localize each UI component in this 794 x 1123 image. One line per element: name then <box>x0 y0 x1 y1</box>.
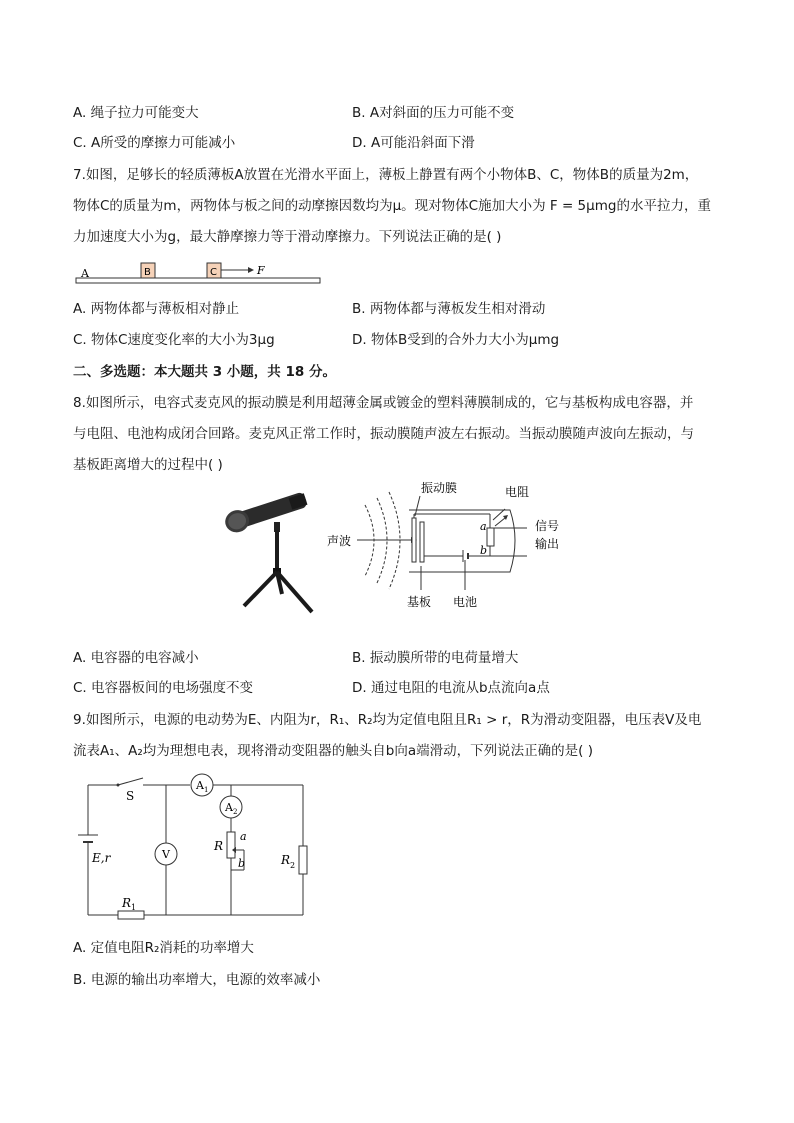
svg-text:2: 2 <box>290 861 296 870</box>
svg-text:1: 1 <box>204 786 209 794</box>
svg-text:E,r: E,r <box>92 851 111 865</box>
q7-plate-label: A <box>81 267 89 280</box>
q6-option-c: C. A所受的摩擦力可能减小 <box>73 135 236 151</box>
svg-text:R: R <box>281 853 291 867</box>
svg-text:2: 2 <box>233 808 238 816</box>
q9-stem-line1: 9.如图所示，电源的电动势为E、内阻为r，R₁、R₂均为定值电阻且R₁ > r，R为滑动变阻器，电压表V及电 <box>73 712 702 728</box>
label-battery: 电池 <box>453 595 478 609</box>
label-base-plate: 基板 <box>407 595 432 609</box>
q8-stem-line3: 基板距离增大的过程中( ) <box>73 457 223 473</box>
label-a: a <box>480 520 487 533</box>
q8-stem-line2: 与电阻、电池构成闭合回路。麦克风正常工作时，振动膜随声波左右振动。当振动膜随声波向左振动，与 <box>73 426 694 442</box>
q6-option-d: D. A可能沿斜面下滑 <box>352 135 475 151</box>
q7-plate <box>76 278 320 283</box>
resistor <box>487 528 494 546</box>
q8-option-c: C. 电容器板间的电场强度不变 <box>73 680 254 696</box>
q7-stem-line3: 力加速度大小为g，最大静摩擦力等于滑动摩擦力。下列说法正确的是( ) <box>73 229 502 245</box>
membrane <box>412 518 416 562</box>
base-plate <box>420 522 424 562</box>
label-b: b <box>480 544 488 557</box>
q9-option-a: A. 定值电阻R₂消耗的功率增大 <box>73 940 254 956</box>
q7-block-b-label: B <box>144 267 151 278</box>
q7-block-c-label: C <box>210 267 217 278</box>
q7-figure <box>73 258 333 288</box>
q8-option-b: B. 振动膜所带的电荷量增大 <box>352 650 519 666</box>
q7-option-d: D. 物体B受到的合外力大小为μmg <box>352 332 560 348</box>
label-sound-wave: 声波 <box>327 534 352 548</box>
label-signal-2: 输出 <box>535 537 560 551</box>
svg-text:R: R <box>122 896 132 910</box>
section-heading-multiple-choice: 二、多选题：本大题共 3 小题，共 18 分。 <box>73 364 336 380</box>
q7-option-b: B. 两物体都与薄板发生相对滑动 <box>352 301 546 317</box>
q7-force-label: F <box>257 264 265 277</box>
svg-text:A: A <box>196 779 204 792</box>
q8-circuit-diagram <box>325 478 585 613</box>
svg-text:R: R <box>214 839 224 853</box>
q7-option-c: C. 物体C速度变化率的大小为3μg <box>73 332 275 348</box>
label-resistor: 电阻 <box>505 485 530 499</box>
q7-option-a: A. 两物体都与薄板相对静止 <box>73 301 240 317</box>
q8-option-a: A. 电容器的电容减小 <box>73 650 199 666</box>
q6-option-a: A. 绳子拉力可能变大 <box>73 105 199 121</box>
q7-stem-line2: 物体C的质量为m，两物体与板之间的动摩擦因数均为μ。现对物体C施加大小为 F = 5μmg的水平拉力，重 <box>73 198 711 214</box>
svg-text:a: a <box>240 830 247 843</box>
label-signal-1: 信号 <box>535 519 560 533</box>
q9-circuit-diagram <box>78 770 318 922</box>
svg-text:V: V <box>162 848 170 861</box>
q9-option-b: B. 电源的输出功率增大，电源的效率减小 <box>73 972 321 988</box>
q8-stem-line1: 8.如图所示，电容式麦克风的振动膜是利用超薄金属或镀金的塑料薄膜制成的，它与基板构成电容器，并 <box>73 395 694 411</box>
q6-option-b: B. A对斜面的压力可能不变 <box>352 105 515 121</box>
q7-stem-line1: 7.如图，足够长的轻质薄板A放置在光滑水平面上，薄板上静置有两个小物体B、C，物体B的质量为2m， <box>73 167 699 183</box>
svg-text:S: S <box>126 789 135 803</box>
microphone-stand-image <box>222 482 322 617</box>
svg-text:1: 1 <box>131 903 137 912</box>
q9-stem-line2: 流表A₁、A₂均为理想电表，现将滑动变阻器的触头自b向a端滑动，下列说法正确的是( ) <box>73 743 593 759</box>
svg-text:b: b <box>238 857 246 870</box>
svg-text:A: A <box>225 801 233 814</box>
label-membrane: 振动膜 <box>421 481 458 495</box>
q8-option-d: D. 通过电阻的电流从b点流向a点 <box>352 680 550 696</box>
